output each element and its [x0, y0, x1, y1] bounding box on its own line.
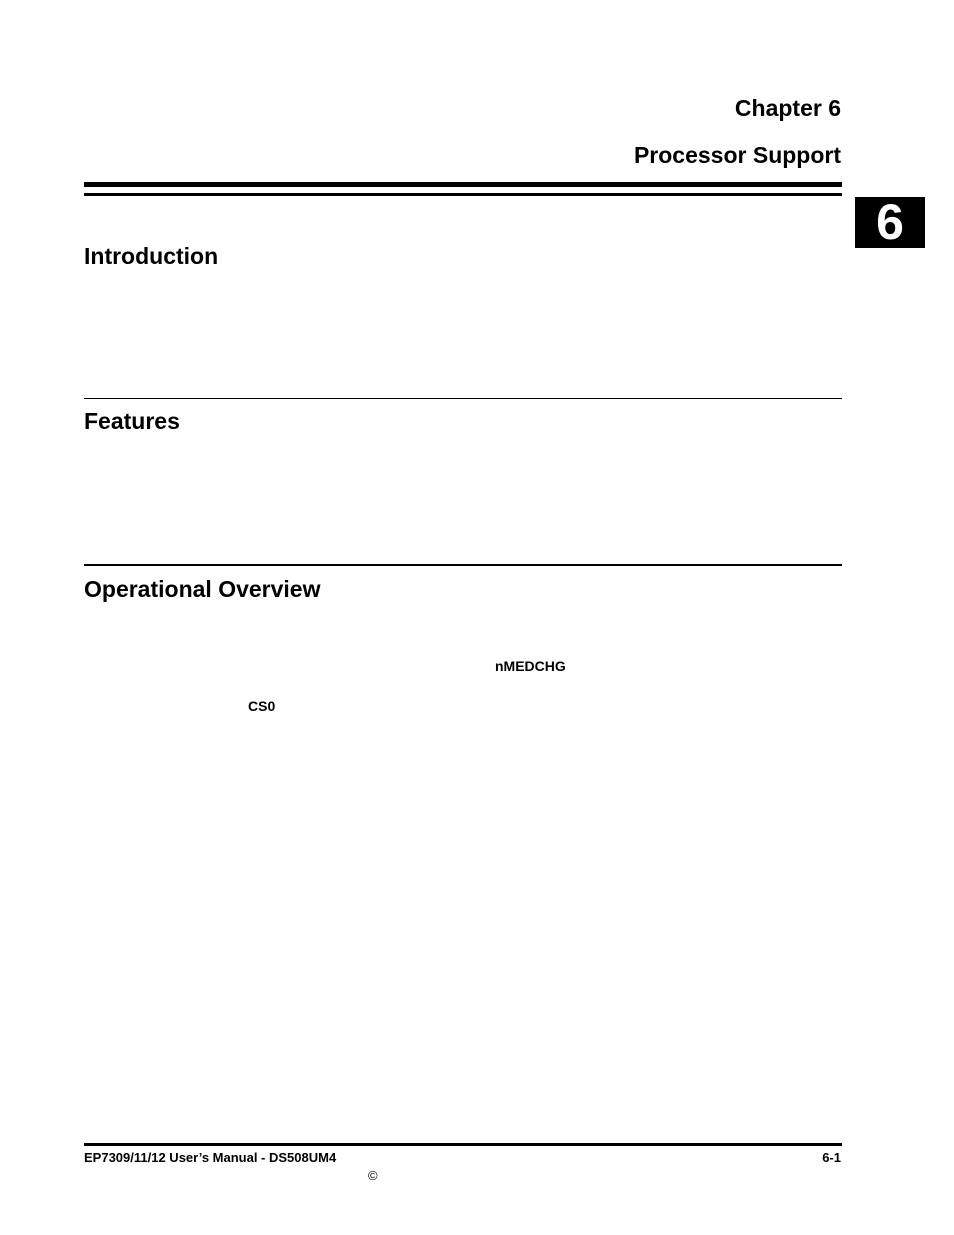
- section-divider: [84, 564, 842, 566]
- section-heading-features: Features: [84, 408, 180, 434]
- header-rule-thick: [84, 182, 842, 187]
- signal-name: nMEDCHG: [495, 658, 566, 674]
- section-heading-introduction: Introduction: [84, 243, 219, 269]
- chapter-title: Processor Support: [633, 142, 841, 168]
- chapter-label: Chapter 6: [734, 95, 841, 121]
- chapter-tab: 6: [855, 197, 925, 248]
- section-heading-operational-overview: Operational Overview: [84, 576, 321, 602]
- footer-copyright-symbol: ©: [368, 1168, 378, 1183]
- footer-manual-title: EP7309/11/12 User’s Manual - DS508UM4: [84, 1150, 337, 1165]
- header-rule-thin: [84, 193, 842, 196]
- section-divider: [84, 398, 842, 399]
- footer-page-number: 6-1: [822, 1150, 841, 1165]
- footer-rule: [84, 1143, 842, 1146]
- signal-name: CS0: [248, 698, 276, 714]
